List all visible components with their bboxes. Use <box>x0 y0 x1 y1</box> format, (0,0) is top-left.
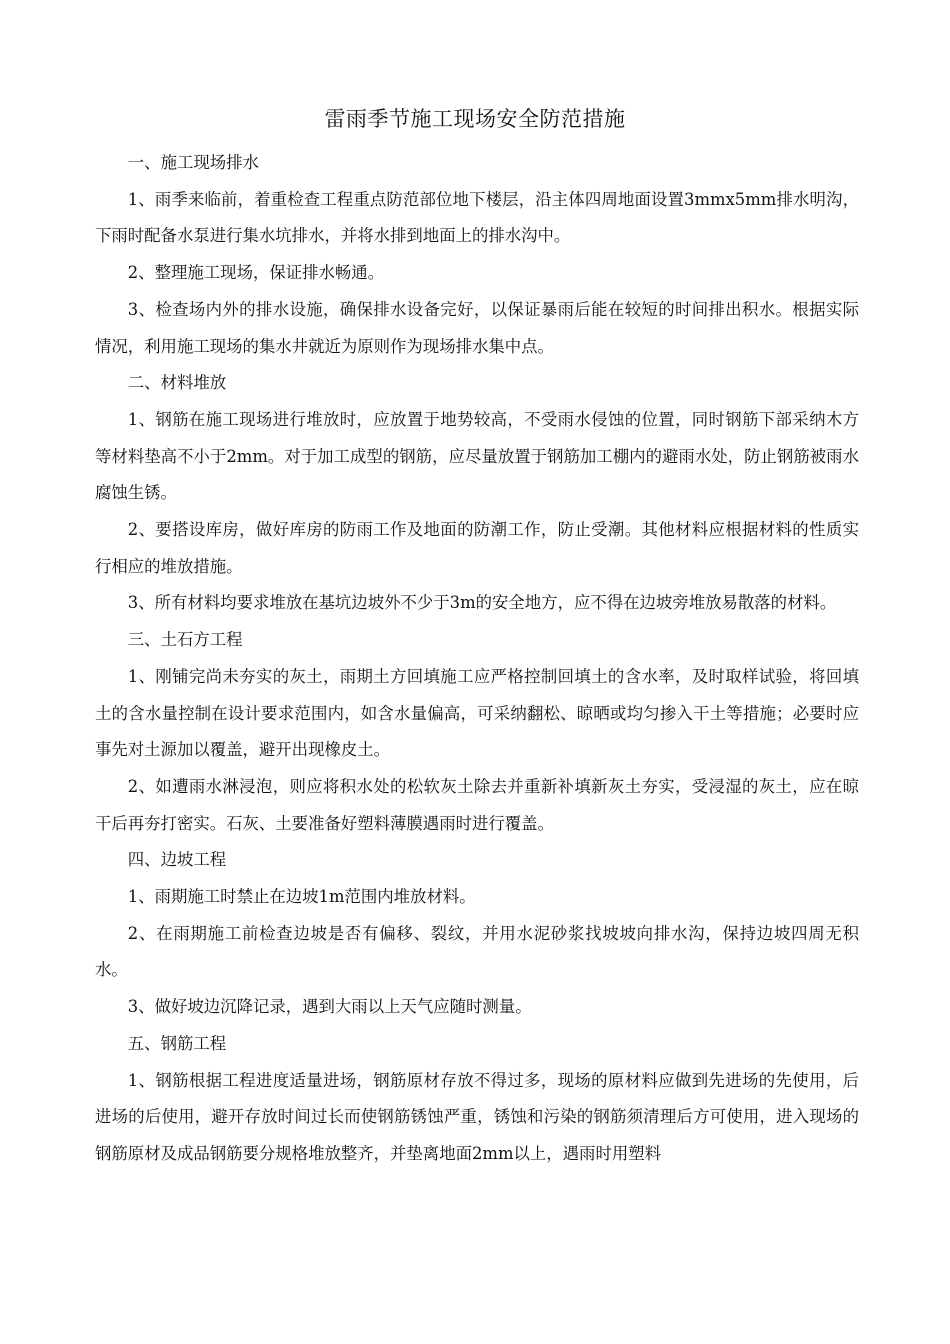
paragraph: 1、雨季来临前，着重检查工程重点防范部位地下楼层，沿主体四周地面设置3mmx5mm排水明沟，下雨时配备水泵进行集水坑排水，并将水排到地面上的排水沟中。 <box>95 189 859 246</box>
document-body <box>95 145 859 1173</box>
section-heading: 二、材料堆放 <box>127 373 227 393</box>
paragraph: 1、雨期施工时禁止在边坡1m范围内堆放材料。 <box>127 887 476 907</box>
section-heading: 五、钢筋工程 <box>127 1033 227 1053</box>
paragraph: 3、检查场内外的排水设施，确保排水设备完好，以保证暴雨后能在较短的时间排出积水。根据实际情况，利用施工现场的集水井就近为原则作为现场排水集中点。 <box>95 299 859 356</box>
paragraph: 1、钢筋根据工程进度适量进场，钢筋原材存放不得过多，现场的原材料应做到先进场的先使用，后进场的后使用，避开存放时间过长而使钢筋锈蚀严重，锈蚀和污染的钢筋须清理后方可使用，进入现场的钢筋原材及成品钢筋要分规格堆放整齐，并垫离地面2mm以上，遇雨时用塑料 <box>95 1070 859 1163</box>
paragraph: 1、刚铺完尚未夯实的灰土，雨期土方回填施工应严格控制回填土的含水率，及时取样试验，将回填土的含水量控制在设计要求范围内，如含水量偏高，可采纳翻松、晾晒或均匀掺入干土等措施；必要时应事先对土源加以覆盖，避开出现橡皮土。 <box>95 666 859 760</box>
paragraph: 3、所有材料均要求堆放在基坑边坡外不少于3m的安全地方，应不得在边坡旁堆放易散落的材料。 <box>127 593 837 613</box>
paragraph: 2、整理施工现场，保证排水畅通。 <box>127 263 385 283</box>
paragraph: 2、在雨期施工前检查边坡是否有偏移、裂纹，并用水泥砂浆找坡坡向排水沟，保持边坡四周无积水。 <box>95 923 859 980</box>
paragraph: 3、做好坡边沉降记录，遇到大雨以上天气应随时测量。 <box>127 997 532 1017</box>
paragraph: 1、钢筋在施工现场进行堆放时，应放置于地势较高，不受雨水侵蚀的位置，同时钢筋下部采纳木方等材料垫高不小于2mm。对于加工成型的钢筋，应尽量放置于钢筋加工棚内的避雨水处，防止钢筋被雨水腐蚀生锈。 <box>95 409 859 503</box>
paragraph: 2、要搭设库房，做好库房的防雨工作及地面的防潮工作，防止受潮。其他材料应根据材料的性质实行相应的堆放措施。 <box>95 520 859 576</box>
section-heading: 三、土石方工程 <box>127 630 243 650</box>
document-title: 雷雨季节施工现场安全防范措施 <box>324 107 626 131</box>
section-heading: 四、边坡工程 <box>127 850 227 870</box>
section-heading: 一、施工现场排水 <box>127 153 259 172</box>
paragraph: 2、如遭雨水淋浸泡，则应将积水处的松软灰土除去并重新补填新灰土夯实，受浸湿的灰土，应在晾干后再夯打密实。石灰、土要准备好塑料薄膜遇雨时进行覆盖。 <box>95 776 859 833</box>
